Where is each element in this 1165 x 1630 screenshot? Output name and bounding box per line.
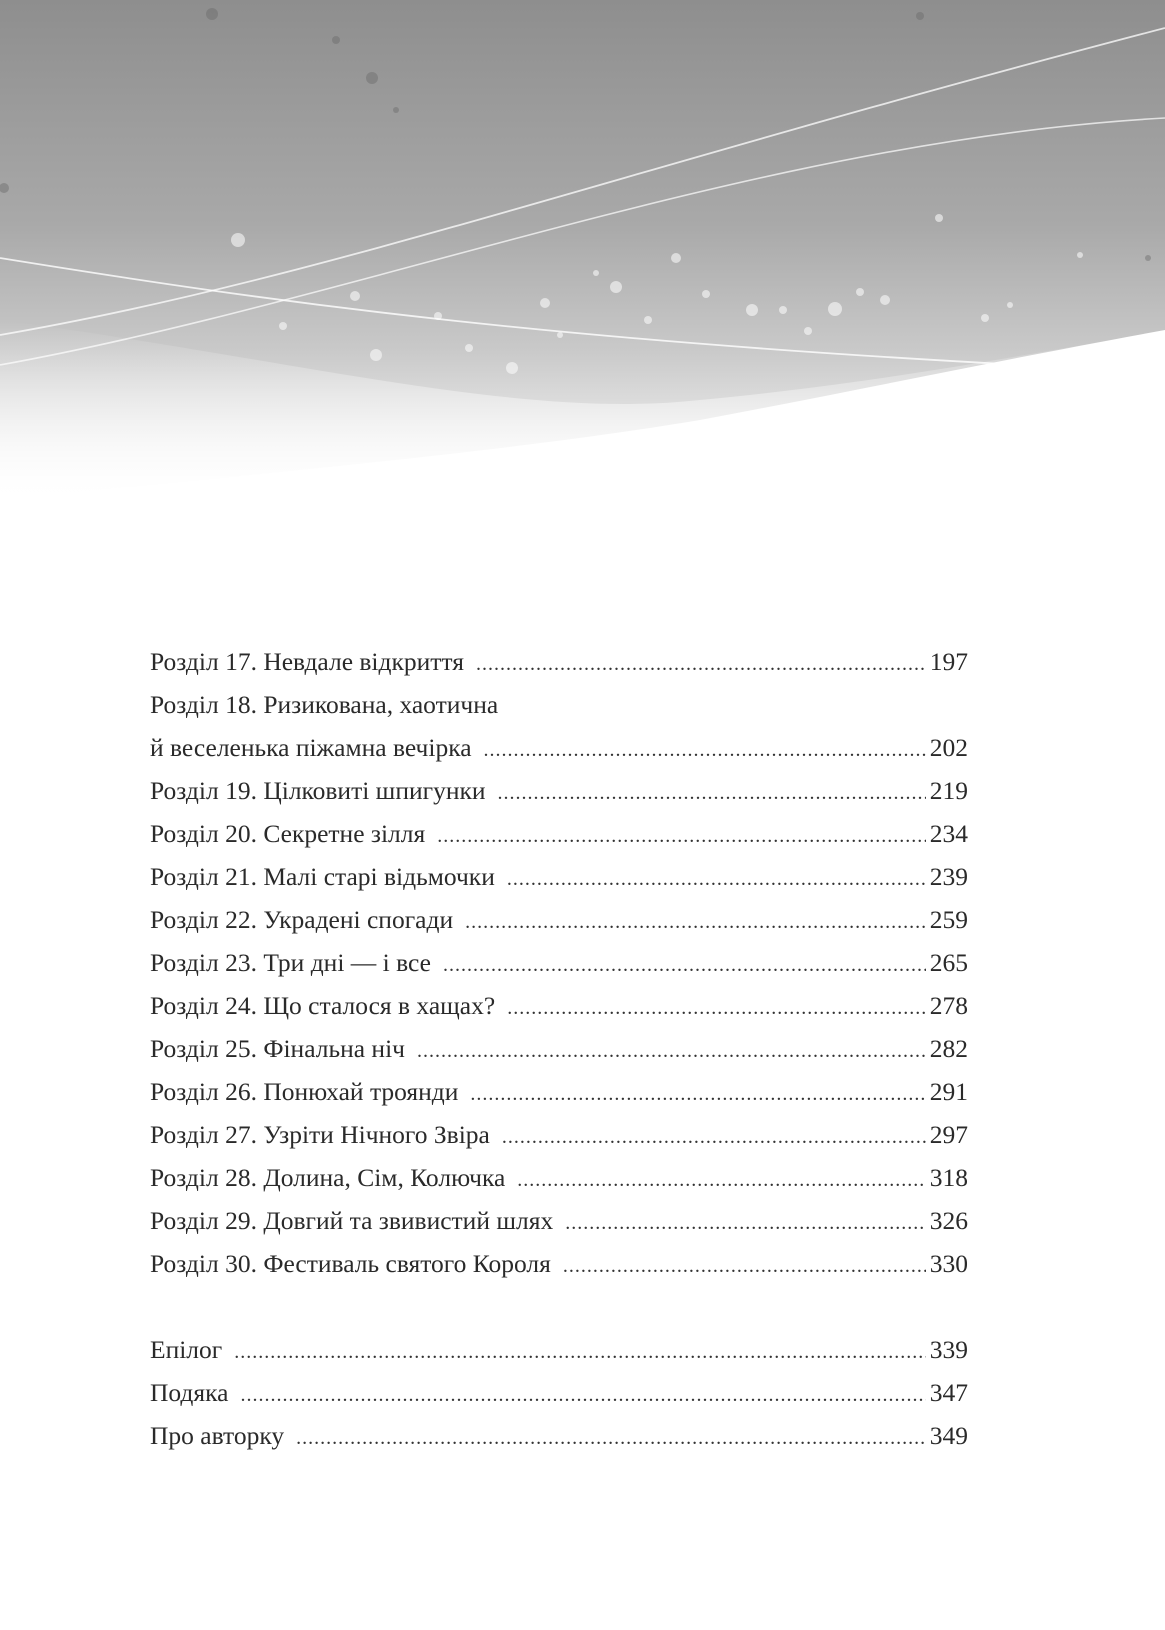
toc-entry-title: Розділ 26. Понюхай троянди bbox=[150, 1077, 459, 1106]
toc-entry-page: 291 bbox=[929, 1077, 968, 1106]
toc-entry-title: Розділ 28. Долина, Сім, Колючка bbox=[150, 1163, 506, 1192]
toc-entry-page: 330 bbox=[929, 1249, 968, 1278]
toc-line bbox=[150, 640, 968, 683]
toc-line bbox=[150, 1070, 968, 1113]
toc-line bbox=[150, 726, 968, 769]
toc-back-matter bbox=[150, 1328, 968, 1457]
toc-line bbox=[150, 898, 968, 941]
toc-entry[interactable] bbox=[150, 1156, 968, 1199]
dot-leader bbox=[437, 815, 926, 858]
toc-line bbox=[150, 984, 968, 1027]
toc-entry-title: Розділ 22. Украдені спогади bbox=[150, 905, 454, 934]
dot-leader bbox=[507, 987, 926, 1030]
toc-entry[interactable] bbox=[150, 941, 968, 984]
decorative-header-art bbox=[0, 0, 1165, 520]
toc-entry-title: Про авторку bbox=[150, 1421, 285, 1450]
toc-line bbox=[150, 812, 968, 855]
toc-entry[interactable] bbox=[150, 898, 968, 941]
toc-entry-title: Розділ 19. Цілковиті шпигунки bbox=[150, 776, 486, 805]
toc-entry-title: Розділ 25. Фінальна ніч bbox=[150, 1034, 405, 1063]
toc-entry-title: Розділ 29. Довгий та звивистий шлях bbox=[150, 1206, 554, 1235]
toc-entry-title: Епілог bbox=[150, 1335, 223, 1364]
toc-line bbox=[150, 1113, 968, 1156]
toc-entry[interactable] bbox=[150, 640, 968, 683]
toc-entry-page: 202 bbox=[929, 733, 968, 762]
toc-line bbox=[150, 683, 968, 726]
dot-leader bbox=[470, 1073, 925, 1116]
toc-entry-title: Подяка bbox=[150, 1378, 229, 1407]
toc-entry[interactable] bbox=[150, 1242, 968, 1285]
toc-line bbox=[150, 855, 968, 898]
toc-entry-page: 349 bbox=[929, 1421, 968, 1450]
dot-leader bbox=[484, 729, 926, 772]
toc-entry[interactable] bbox=[150, 1414, 968, 1457]
toc-entry[interactable] bbox=[150, 984, 968, 1027]
toc-entry-title: Розділ 20. Секретне зілля bbox=[150, 819, 426, 848]
toc-line bbox=[150, 1328, 968, 1371]
toc-entry-page: 326 bbox=[929, 1206, 968, 1235]
dot-leader bbox=[296, 1417, 926, 1460]
toc-line bbox=[150, 1199, 968, 1242]
dot-leader bbox=[240, 1374, 925, 1417]
toc-line bbox=[150, 769, 968, 812]
toc-entry-page: 347 bbox=[929, 1378, 968, 1407]
toc-entry-page: 265 bbox=[929, 948, 968, 977]
toc-entry-title: Розділ 18. Ризикована, хаотична bbox=[150, 690, 499, 719]
dot-leader bbox=[417, 1030, 926, 1073]
toc-line bbox=[150, 1156, 968, 1199]
toc-entry-title: Розділ 21. Малі старі відьмочки bbox=[150, 862, 495, 891]
toc-entry-title: Розділ 24. Що сталося в хащах? bbox=[150, 991, 496, 1020]
dot-leader bbox=[443, 944, 926, 987]
toc-entry-page: 278 bbox=[929, 991, 968, 1020]
toc-line bbox=[150, 1371, 968, 1414]
dot-leader bbox=[507, 858, 926, 901]
toc-entry-title: Розділ 23. Три дні — і все bbox=[150, 948, 431, 977]
toc-chapters bbox=[150, 640, 968, 1285]
toc-entry-title: Розділ 30. Фестиваль святого Короля bbox=[150, 1249, 551, 1278]
toc-entry[interactable] bbox=[150, 1113, 968, 1156]
dot-leader bbox=[563, 1245, 926, 1288]
toc-entry[interactable] bbox=[150, 1027, 968, 1070]
dot-leader bbox=[465, 901, 926, 944]
toc-entry[interactable] bbox=[150, 1070, 968, 1113]
dot-leader bbox=[498, 772, 926, 815]
toc-entry[interactable] bbox=[150, 683, 968, 769]
toc-entry[interactable] bbox=[150, 1371, 968, 1414]
toc-entry-title: Розділ 17. Невдале відкриття bbox=[150, 647, 464, 676]
toc-line bbox=[150, 1242, 968, 1285]
dot-leader bbox=[476, 643, 926, 686]
toc-entry[interactable] bbox=[150, 1199, 968, 1242]
toc-line bbox=[150, 1414, 968, 1457]
dot-leader bbox=[517, 1159, 925, 1202]
dot-leader bbox=[565, 1202, 926, 1245]
toc-entry[interactable] bbox=[150, 812, 968, 855]
toc-entry-page: 282 bbox=[929, 1034, 968, 1063]
dot-leader bbox=[234, 1331, 926, 1374]
toc-entry[interactable] bbox=[150, 855, 968, 898]
table-of-contents bbox=[150, 640, 968, 1457]
toc-entry-page: 219 bbox=[929, 776, 968, 805]
toc-entry[interactable] bbox=[150, 1328, 968, 1371]
toc-line bbox=[150, 941, 968, 984]
toc-entry[interactable] bbox=[150, 769, 968, 812]
toc-entry-page: 197 bbox=[929, 647, 968, 676]
toc-entry-title: Розділ 27. Узріти Нічного Звіра bbox=[150, 1120, 490, 1149]
toc-entry-page: 318 bbox=[929, 1163, 968, 1192]
toc-entry-page: 297 bbox=[929, 1120, 968, 1149]
toc-entry-page: 234 bbox=[929, 819, 968, 848]
dot-leader bbox=[502, 1116, 926, 1159]
toc-entry-page: 239 bbox=[929, 862, 968, 891]
toc-line bbox=[150, 1027, 968, 1070]
toc-entry-page: 339 bbox=[929, 1335, 968, 1364]
toc-entry-title: й веселенька піжамна вечірка bbox=[150, 733, 472, 762]
toc-entry-page: 259 bbox=[929, 905, 968, 934]
